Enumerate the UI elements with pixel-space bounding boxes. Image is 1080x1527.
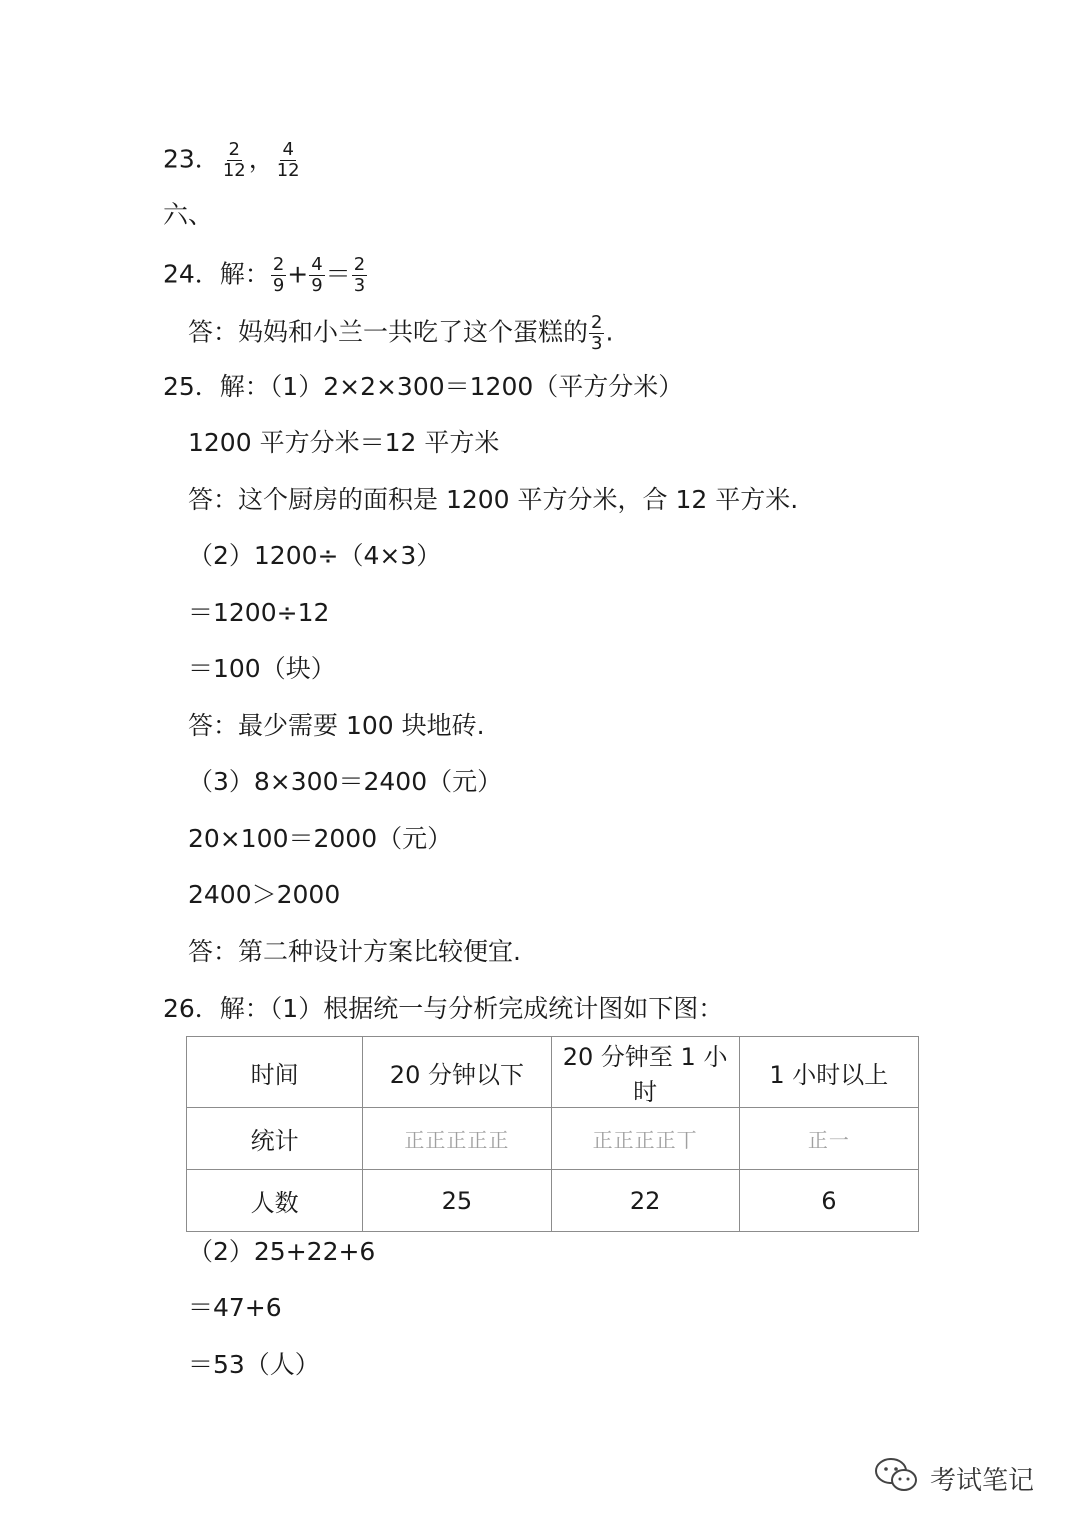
q23-fraction-2: $\frac{4}{12}$ (276, 139, 300, 181)
header-cell-over-1h: 1 小时以上 (739, 1037, 918, 1108)
q25-line-5: ＝1200÷12 (188, 598, 330, 627)
q26-line-4: ＝53（人） (188, 1350, 320, 1379)
tally-cell: 正一 (739, 1108, 918, 1170)
q25-line-3: 答：这个厨房的面积是 1200 平方分米，合 12 平方米. (188, 485, 799, 514)
watermark (872, 1455, 1034, 1502)
q26-line-1: 26．解：（1）根据统一与分析完成统计图如下图： (163, 994, 724, 1023)
q25-line-6: ＝100（块） (188, 654, 336, 683)
statistics-table (186, 1036, 919, 1232)
q26-line-2: （2）25+22+6 (188, 1237, 376, 1266)
q23-fraction-1: $\frac{2}{12}$ (222, 139, 246, 181)
q25-line-9: 20×100＝2000（元） (188, 824, 453, 853)
count-cell: 22 (551, 1170, 739, 1232)
table-row (187, 1170, 919, 1232)
table-row (187, 1037, 919, 1108)
q25-line-7: 答：最少需要 100 块地砖. (188, 711, 485, 740)
q25-line-10: 2400＞2000 (188, 880, 341, 909)
q23-number: 23． (163, 144, 220, 174)
table-row (187, 1108, 919, 1170)
q25-line-11: 答：第二种设计方案比较便宜. (188, 937, 521, 966)
q24-answer: 答：妈妈和小兰一共吃了这个蛋糕的 $\frac{2}{3}$ . (188, 312, 614, 354)
q24-fraction-1: $\frac{2}{9}$ (272, 254, 285, 296)
count-cell: 25 (363, 1170, 551, 1232)
q24-equation: 24．解： $\frac{2}{9}$ + $\frac{4}{9}$ ＝ $\frac{2}{3}$ (163, 254, 366, 296)
q24-answer-fraction: $\frac{2}{3}$ (591, 312, 603, 354)
q24-fraction-3: $\frac{2}{3}$ (353, 254, 366, 296)
wechat-icon (872, 1455, 930, 1502)
header-cell-time: 时间 (187, 1037, 363, 1108)
q25-line-8: （3）8×300＝2400（元） (188, 767, 503, 796)
header-cell-20min-1h: 20 分钟至 1 小时 (551, 1037, 739, 1108)
header-cell-under-20min: 20 分钟以下 (363, 1037, 551, 1108)
watermark-text: 考试笔记 (930, 1466, 1035, 1496)
count-cell: 6 (739, 1170, 918, 1232)
q25-line-4: （2）1200÷（4×3） (188, 541, 442, 570)
q23-line: 23． $\frac{2}{12}$ ， $\frac{4}{12}$ (163, 139, 300, 181)
tally-label-cell: 统计 (187, 1108, 363, 1170)
q25-line-1: 25．解：（1）2×2×300＝1200（平方分米） (163, 372, 684, 401)
q24-fraction-2: $\frac{4}{9}$ (311, 254, 323, 296)
count-label-cell: 人数 (187, 1170, 363, 1232)
q25-line-2: 1200 平方分米＝12 平方米 (188, 428, 500, 457)
tally-cell: 正正正正丅 (551, 1108, 739, 1170)
section-heading: 六、 (163, 200, 214, 229)
tally-cell: 正正正正正 (363, 1108, 551, 1170)
q26-line-3: ＝47+6 (188, 1293, 282, 1322)
